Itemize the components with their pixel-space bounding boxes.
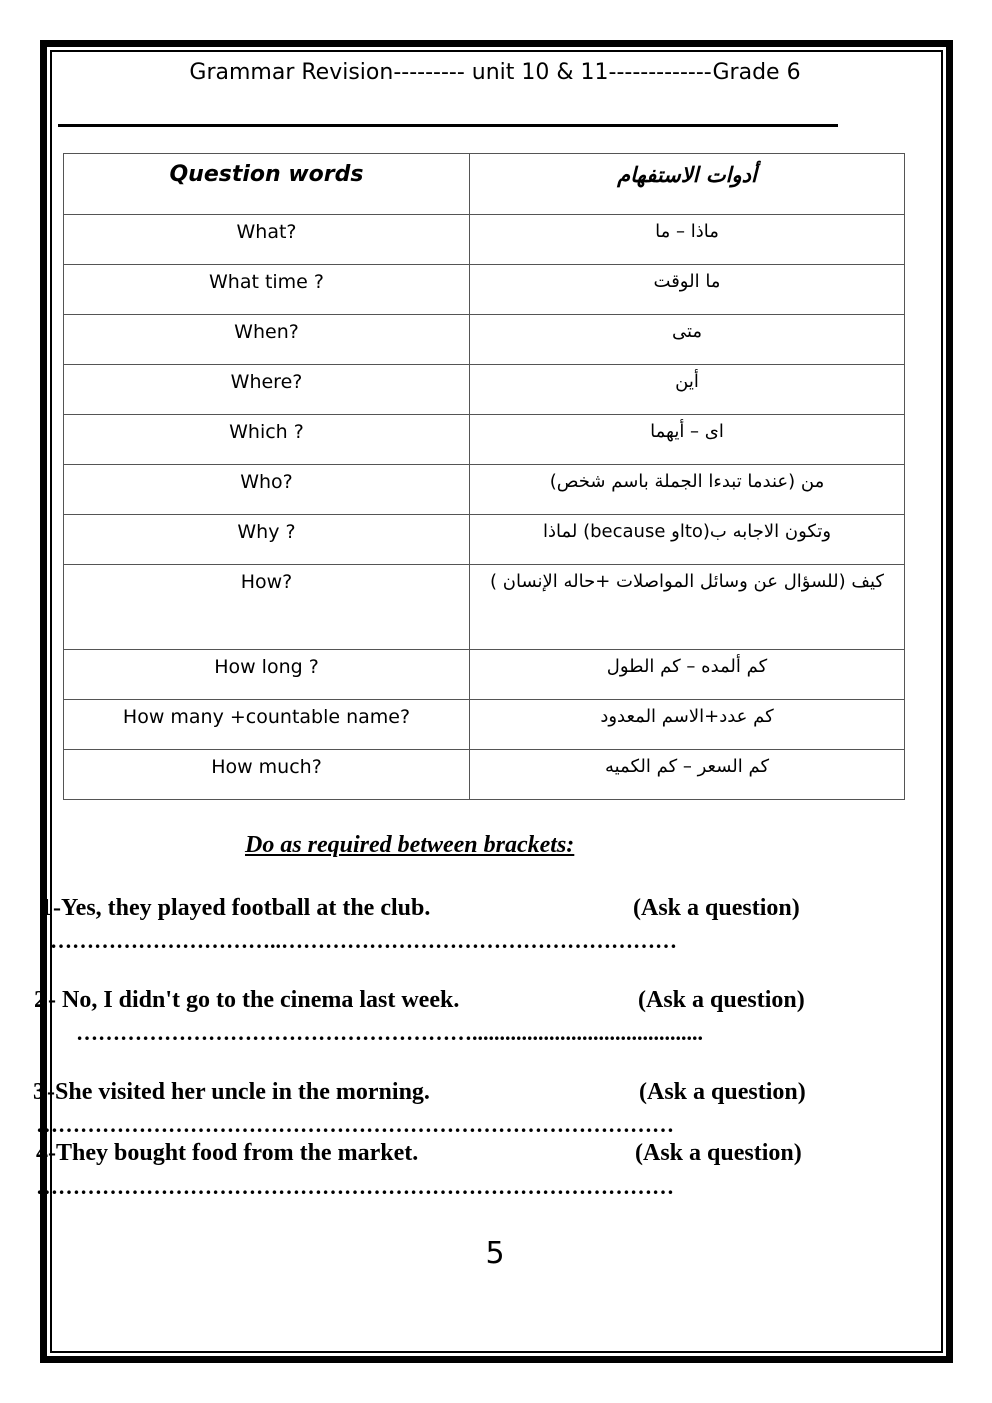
question-word-ar: من (عندما تبدءا الجملة باسم شخص) [470, 465, 905, 515]
question-word-ar: اى – أيهما [470, 415, 905, 465]
answer-line[interactable]: …………………………………………………………………………… [36, 1174, 674, 1199]
question-word-ar: كيف (للسؤال عن وسائل المواصلات +حاله الإنسان ) [470, 565, 905, 650]
table-row [64, 365, 905, 415]
table-header-row [64, 154, 905, 215]
table-row [64, 215, 905, 265]
question-word-en: How many +countable name? [64, 700, 470, 750]
question-word-ar: أين [470, 365, 905, 415]
page-header: Grammar Revision--------- unit 10 & 11-------------Grade 6 [189, 60, 801, 85]
question-word-en: How much? [64, 750, 470, 800]
exercise-sentence: -She visited her uncle in the morning. [47, 1079, 430, 1105]
header-arabic: أدوات الاستفهام [470, 154, 905, 215]
table-row [64, 265, 905, 315]
page-number: 5 [485, 1236, 505, 1271]
question-word-ar: متى [470, 315, 905, 365]
exercise-number: 1 [40, 895, 52, 921]
question-word-en: Who? [64, 465, 470, 515]
exercise-sentence: - No, I didn't go to the cinema last week. [48, 987, 460, 1013]
table-row [64, 415, 905, 465]
question-word-en: Which ? [64, 415, 470, 465]
question-word-en: Why ? [64, 515, 470, 565]
question-word-en: How long ? [64, 650, 470, 700]
question-word-ar: كم عدد+الاسم المعدود [470, 700, 905, 750]
table-row [64, 315, 905, 365]
table-row [64, 750, 905, 800]
question-word-ar: ماذا – ما [470, 215, 905, 265]
exercise-sentence: -Yes, they played football at the club. [53, 895, 431, 921]
question-word-en: What? [64, 215, 470, 265]
question-word-en: How? [64, 565, 470, 650]
question-word-ar: كم ألمده – كم الطول [470, 650, 905, 700]
question-word-ar: ما الوقت [470, 265, 905, 315]
exercise-number: 2 [34, 987, 46, 1013]
question-words-table [63, 153, 905, 800]
header-question-words: Question words [64, 154, 470, 215]
exercise-task: (Ask a question) [638, 987, 805, 1013]
question-word-en: Where? [64, 365, 470, 415]
exercise-number: 3 [33, 1079, 45, 1105]
question-word-en: When? [64, 315, 470, 365]
exercise-instructions: Do as required between brackets: [245, 832, 575, 858]
answer-line[interactable]: ……………………………………………….......................................... [76, 1020, 703, 1045]
exercise-task: (Ask a question) [633, 895, 800, 921]
answer-line[interactable]: …………………………..……………………………………………… [50, 928, 677, 953]
table-row [64, 515, 905, 565]
question-word-en: What time ? [64, 265, 470, 315]
exercise-task: (Ask a question) [639, 1079, 806, 1105]
header-rule [58, 124, 838, 127]
table-row [64, 565, 905, 650]
exercise-number: 4 [36, 1140, 48, 1166]
answer-line[interactable]: …………………………………………………………………………… [36, 1112, 674, 1137]
table-row [64, 650, 905, 700]
question-word-ar: كم السعر – كم الكميه [470, 750, 905, 800]
exercise-task: (Ask a question) [635, 1140, 802, 1166]
exercise-sentence: -They bought food from the market. [48, 1140, 419, 1166]
table-row [64, 465, 905, 515]
table-row [64, 700, 905, 750]
question-word-ar: وتكون الاجابه ب(toاو because) لماذا [470, 515, 905, 565]
